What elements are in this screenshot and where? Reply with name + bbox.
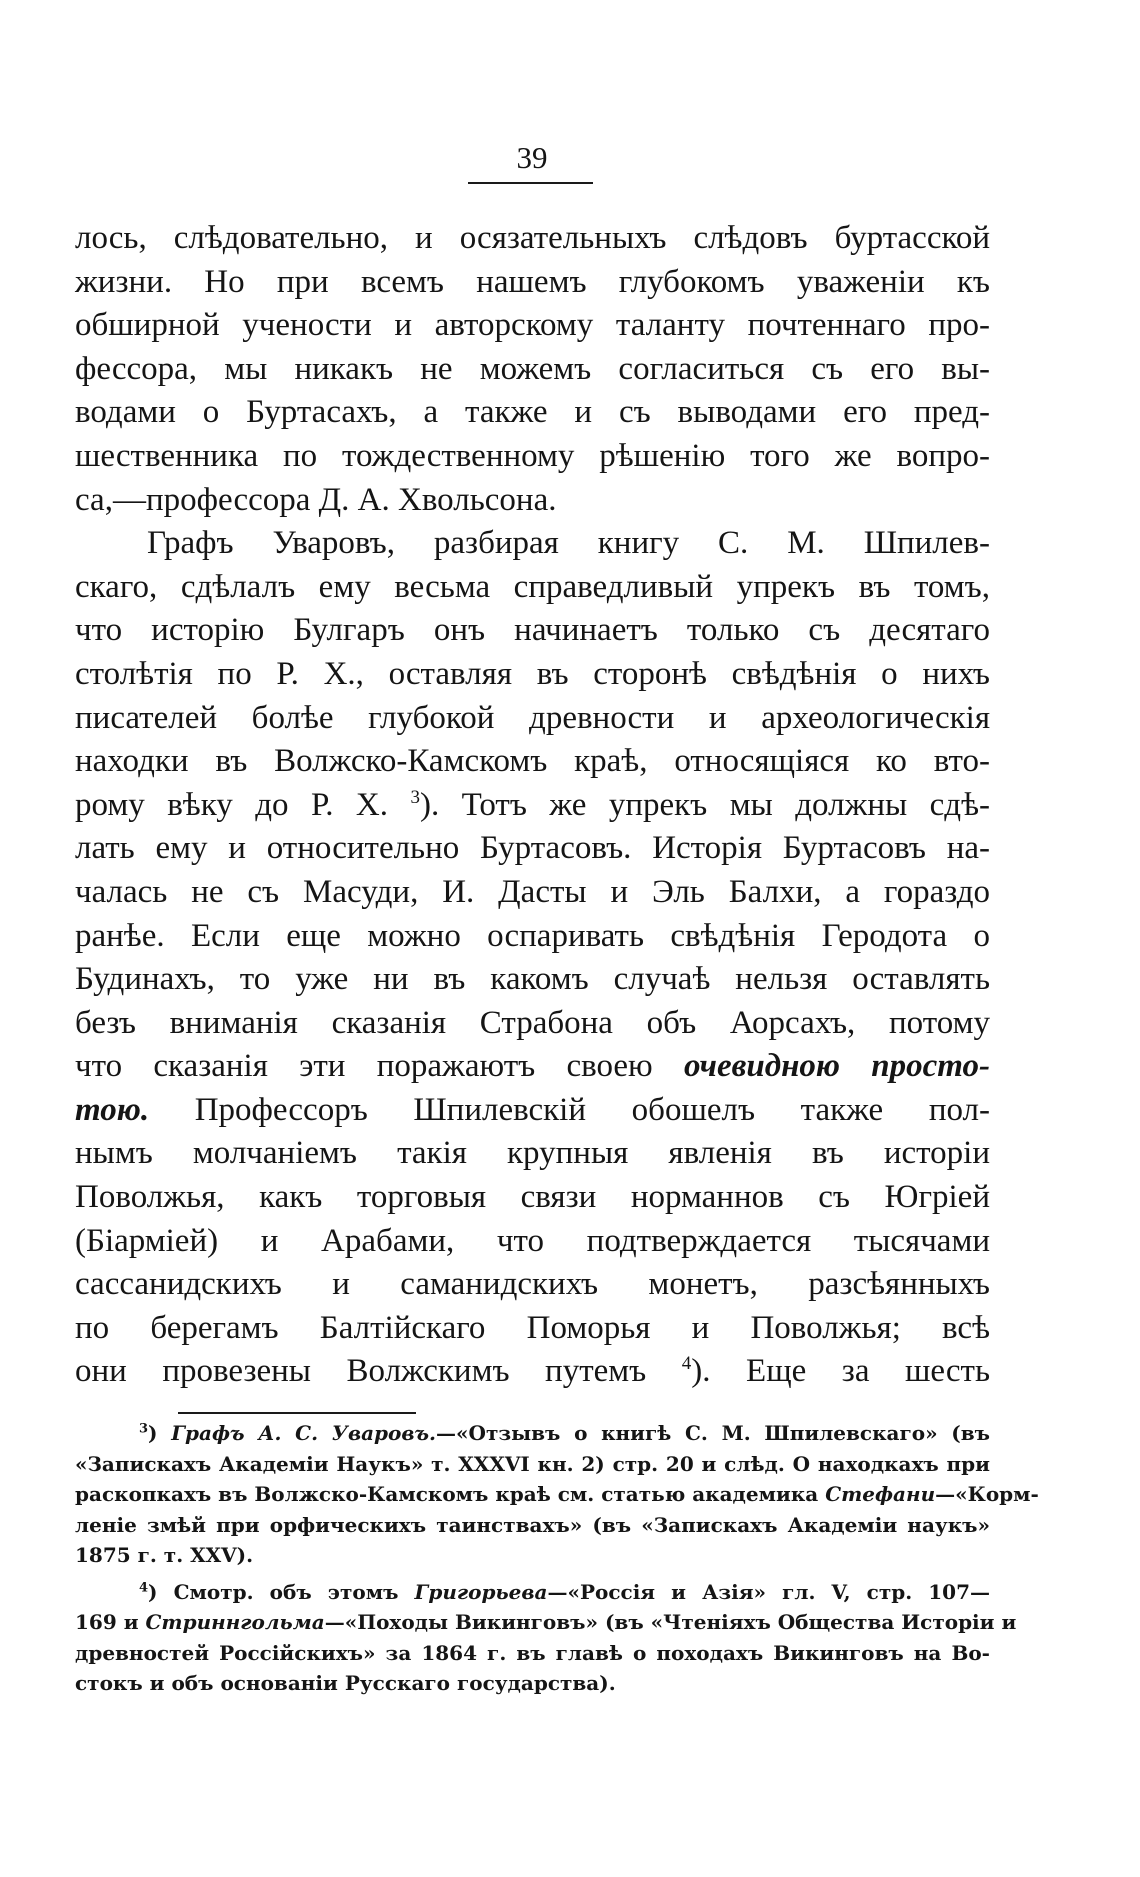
footnote-text: —«Отзывъ о книгѣ С. М. Шпилевскаго» (въ <box>436 1421 990 1445</box>
text-line: фессора, мы никакъ не можемъ согласиться съ его вы- <box>75 350 990 387</box>
text-line: ранѣе. Если еще можно оспаривать свѣдѣнія Геродота о <box>75 917 990 954</box>
footnote-text: —«Россія и Азія» гл. V, стр. 107— <box>547 1579 991 1604</box>
text-line: безъ вниманія сказанія Страбона объ Аорсахъ, потому <box>75 1004 990 1041</box>
text-line <box>75 1350 990 1394</box>
text-line: жизни. Но при всемъ нашемъ глубокомъ уваженіи къ <box>75 263 990 300</box>
footnote-4-line <box>75 1607 1017 1638</box>
text-line: столѣтія по Р. Х., оставляя въ сторонѣ свѣдѣнія о нихъ <box>75 655 990 692</box>
text-line <box>75 784 990 828</box>
text-fragment: Профессоръ Шпилевскій обошелъ также пол- <box>194 1091 990 1128</box>
text-fragment: ). Тотъ же упрекъ мы должны сдѣ- <box>419 786 990 823</box>
text-line: Графъ Уваровъ, разбирая книгу С. М. Шпилев- <box>147 525 990 562</box>
main-text <box>75 217 990 1394</box>
footnote-text: —«Походы Викинговъ» (въ «Чтеніяхъ Общества Исторіи и <box>324 1610 1017 1634</box>
text-line: са,—профессора Д. А. Хвольсона. <box>75 481 557 518</box>
text-line: скаго, сдѣлалъ ему весьма справедливый упрекъ въ томъ, <box>75 568 990 605</box>
footnote-4-line: стокъ и объ основаніи Русскаго государства). <box>75 1671 616 1695</box>
text-line: что исторію Булгаръ онъ начинаетъ только съ десятаго <box>75 612 990 649</box>
text-line: находки въ Волжско-Камскомъ краѣ, относящіяся ко вто- <box>75 743 990 780</box>
footnote-marker-3: 3 <box>139 1421 149 1437</box>
text-line: Поволжья, какъ торговыя связи норманнов съ Югріей <box>75 1179 990 1216</box>
page-number: 39 <box>516 140 548 175</box>
footnote-rule <box>178 1412 416 1414</box>
footnote-3-line: леніе змѣй при орфическихъ таинствахъ» (въ «Запискахъ Академіи наукъ» <box>75 1512 990 1537</box>
text-fragment: ). Еще за шесть <box>691 1353 990 1390</box>
text-line: нымъ молчаніемъ такія крупныя явленія въ исторіи <box>75 1135 990 1172</box>
text-fragment: что сказанія эти поражаютъ своею <box>75 1048 653 1085</box>
text-line <box>75 1045 990 1089</box>
footnote-text: 169 и <box>75 1610 139 1634</box>
text-line: лось, слѣдовательно, и осязательныхъ слѣдовъ буртасской <box>75 220 990 256</box>
footnotes <box>75 1418 1039 1699</box>
footnote-3-line <box>75 1479 1039 1510</box>
text-fragment: они провезены Волжскимъ путемъ <box>75 1353 647 1390</box>
header-rule <box>468 182 593 184</box>
text-line: писателей болѣе глубокой древности и археологическія <box>75 699 990 736</box>
footnote-ref-3[interactable]: 3 <box>410 786 420 808</box>
footnote-ref-4[interactable]: 4 <box>681 1353 692 1375</box>
text-line: лать ему и относительно Буртасовъ. Исторія Буртасовъ на- <box>75 830 990 867</box>
footnote-text: ) Смотр. объ этомъ <box>148 1579 399 1604</box>
footnote-author: Стриннгольма <box>145 1610 325 1634</box>
emphasized-text: тою. <box>75 1091 150 1128</box>
footnote-marker-4: 4 <box>139 1579 149 1595</box>
text-line: (Біарміей) и Арабами, что подтверждается тысячами <box>75 1222 990 1259</box>
text-line: обширной учености и авторскому таланту почтеннаго про- <box>75 307 990 344</box>
text-line: водами о Буртасахъ, а также и съ выводами его пред- <box>75 394 990 431</box>
footnote-author: Графъ А. С. Уваровъ. <box>171 1421 437 1445</box>
text-line: шественника по тождественному рѣшенію того же вопро- <box>75 437 990 474</box>
footnote-4-line <box>75 1577 990 1608</box>
footnote-4-line: древностей Россійскихъ» за 1864 г. въ главѣ о походахъ Викинговъ на Во- <box>75 1640 990 1665</box>
footnote-text: —«Корм- <box>935 1482 1039 1506</box>
text-line: по берегамъ Балтійскаго Поморья и Поволжья; всѣ <box>75 1309 990 1346</box>
emphasized-text: очевидною просто- <box>683 1048 990 1085</box>
footnote-3-line: 1875 г. т. XXV). <box>75 1543 254 1567</box>
footnote-author: Григорьева <box>414 1579 548 1604</box>
text-line: Будинахъ, то уже ни въ какомъ случаѣ нельзя оставлять <box>75 961 990 998</box>
text-line: сассанидскихъ и саманидскихъ монетъ, разсѣянныхъ <box>75 1266 990 1303</box>
text-line: чалась не съ Масуди, И. Дасты и Эль Балхи, а гораздо <box>75 873 990 910</box>
footnote-text: раскопкахъ въ Волжско-Камскомъ краѣ см. статью академика <box>75 1482 819 1506</box>
text-line <box>75 1089 990 1133</box>
footnote-author: Стефани <box>825 1482 936 1506</box>
text-fragment: рому вѣку до Р. Х. <box>75 786 389 823</box>
footnote-3-line: $^3$) Графъ А. С. Уваровъ.—«Отзывъ о книгѣ С. М. Шпилевскаго» (въ <box>139 1421 990 1445</box>
footnote-3-line: «Запискахъ Академіи Наукъ» т. XXXVI кн. 2) стр. 20 и слѣд. О находкахъ при <box>75 1451 990 1476</box>
